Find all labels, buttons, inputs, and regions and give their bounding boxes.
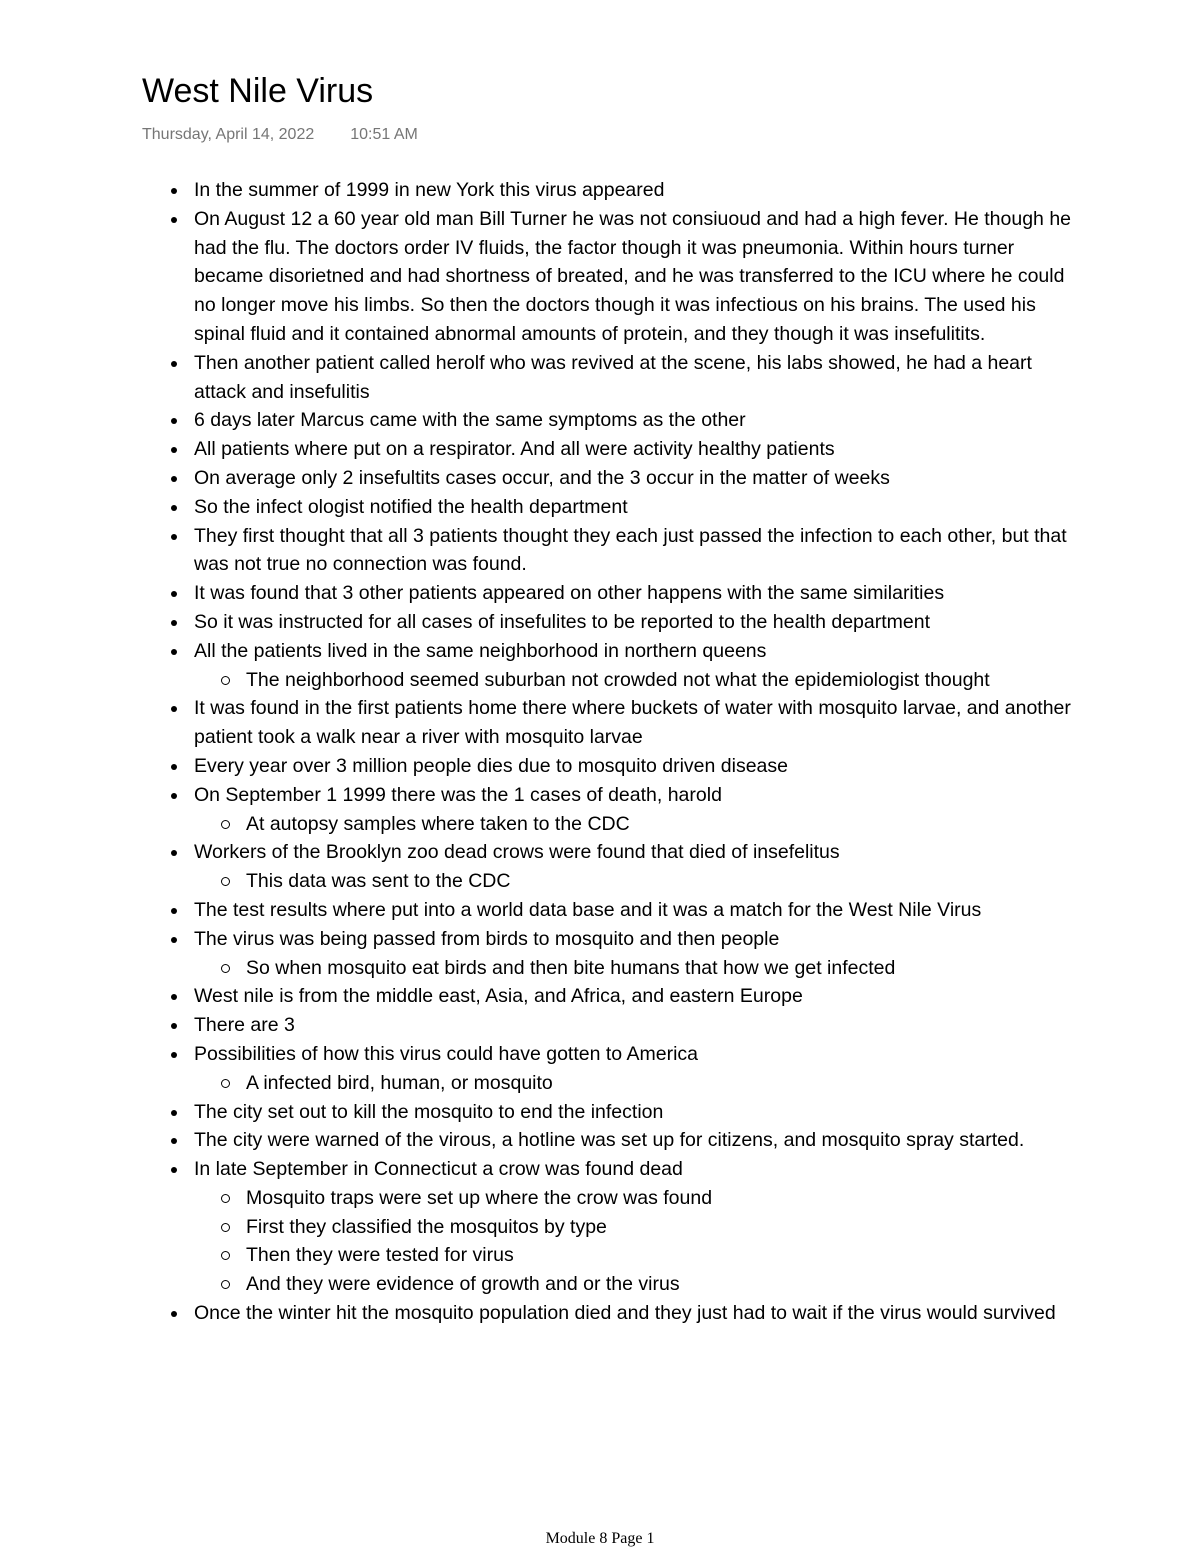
list-item-text: Once the winter hit the mosquito population died and they just had to wait if the virus would survived: [194, 1302, 1056, 1325]
list-item: [142, 637, 1072, 695]
list-item: [142, 1299, 1072, 1328]
bullet-icon: [171, 937, 177, 943]
sub-list-item-text: So when mosquito eat birds and then bite humans that how we get infected: [246, 956, 896, 979]
list-item-text: There are 3: [194, 1014, 295, 1037]
list-item: [142, 781, 1072, 839]
bullet-icon: [171, 188, 177, 194]
sub-list-item-text: Mosquito traps were set up where the crow was found: [246, 1186, 713, 1209]
note-time: 10:51 AM: [350, 126, 418, 143]
bullet-icon: [171, 706, 177, 712]
bullet-icon: [171, 620, 177, 626]
list-item: [142, 608, 1072, 637]
sub-list: [194, 867, 1072, 896]
list-item-text: All patients where put on a respirator. And all were activity healthy patients: [194, 438, 835, 461]
sub-list-item-text: At autopsy samples where taken to the CDC: [246, 812, 630, 835]
list-item-text: So it was instructed for all cases of insefulites to be reported to the health department: [194, 610, 930, 633]
bullet-icon: [171, 418, 177, 424]
bullet-icon: [171, 361, 177, 367]
list-item-text: On average only 2 insefultits cases occur, and the 3 occur in the matter of weeks: [194, 466, 890, 489]
sub-list-item: [194, 1270, 1072, 1299]
sub-list-item: [194, 810, 1072, 839]
bullet-icon: [171, 1167, 177, 1173]
hollow-bullet-icon: [221, 820, 230, 829]
notes-list: [142, 176, 1072, 1328]
list-item: [142, 522, 1072, 580]
bullet-icon: [171, 793, 177, 799]
bullet-icon: [171, 764, 177, 770]
list-item-text: 6 days later Marcus came with the same symptoms as the other: [194, 409, 746, 432]
sub-list: [194, 666, 1072, 695]
list-item-text: It was found in the first patients home there where buckets of water with mosquito larvae, and another patient took a walk near a river with mosquito larvae: [194, 697, 1071, 749]
sub-list-item-text: And they were evidence of growth and or the virus: [246, 1273, 680, 1296]
hollow-bullet-icon: [221, 877, 230, 886]
sub-list: [194, 954, 1072, 983]
page-footer: Module 8 Page 1: [545, 1530, 655, 1547]
sub-list: [194, 1069, 1072, 1098]
bullet-icon: [171, 1052, 177, 1058]
list-item: [142, 1126, 1072, 1155]
list-item: [142, 1155, 1072, 1299]
bullet-icon: [171, 1311, 177, 1317]
list-item: [142, 493, 1072, 522]
sub-list-item-text: A infected bird, human, or mosquito: [246, 1071, 553, 1094]
sub-list-item: [194, 1184, 1072, 1213]
list-item-text: The city were warned of the virous, a hotline was set up for citizens, and mosquito spray started.: [194, 1129, 1025, 1152]
list-item: [142, 982, 1072, 1011]
bullet-icon: [171, 447, 177, 453]
list-item-text: All the patients lived in the same neighborhood in northern queens: [194, 639, 767, 662]
bullet-icon: [171, 1023, 177, 1029]
list-item: [142, 205, 1072, 349]
hollow-bullet-icon: [221, 1280, 230, 1289]
list-item: [142, 435, 1072, 464]
list-item-text: The city set out to kill the mosquito to end the infection: [194, 1100, 664, 1123]
list-item-text: Workers of the Brooklyn zoo dead crows were found that died of insefelitus: [194, 841, 840, 864]
bullet-icon: [171, 534, 177, 540]
bullet-icon: [171, 591, 177, 597]
list-item-text: The virus was being passed from birds to mosquito and then people: [194, 927, 780, 950]
bullet-icon: [171, 217, 177, 223]
list-item-text: So the infect ologist notified the health department: [194, 495, 628, 518]
hollow-bullet-icon: [221, 1079, 230, 1088]
list-item-text: On August 12 a 60 year old man Bill Turner he was not consiuoud and had a high fever. He though he had the flu. The doctors order IV fluids, the factor though it was pneumonia. Within hours turner became disorietned and had shortness of breated, and he was transferred to the ICU where he could no longer move his limbs. So then the doctors though it was infectious on his brains. The used his spinal fluid and it contained abnormal amounts of protein, and they though it was insefulitits.: [194, 207, 1072, 345]
bullet-icon: [171, 1138, 177, 1144]
list-item-text: Every year over 3 million people dies due to mosquito driven disease: [194, 754, 788, 777]
list-item: [142, 406, 1072, 435]
list-item-text: On September 1 1999 there was the 1 cases of death, harold: [194, 783, 722, 806]
sub-list-item-text: First they classified the mosquitos by type: [246, 1215, 607, 1238]
list-item: [142, 579, 1072, 608]
hollow-bullet-icon: [221, 964, 230, 973]
list-item-text: Then another patient called herolf who was revived at the scene, his labs showed, he had a heart attack and insefulitis: [194, 351, 1032, 403]
note-timestamp: [142, 126, 418, 144]
list-item-text: The test results where put into a world data base and it was a match for the West Nile Virus: [194, 898, 982, 921]
list-item-text: It was found that 3 other patients appeared on other happens with the same similarities: [194, 582, 945, 605]
sub-list-item: [194, 954, 1072, 983]
bullet-icon: [171, 1110, 177, 1116]
hollow-bullet-icon: [221, 1223, 230, 1232]
list-item-text: West nile is from the middle east, Asia, and Africa, and eastern Europe: [194, 985, 803, 1008]
sub-list-item: [194, 666, 1072, 695]
list-item-text: They first thought that all 3 patients thought they each just passed the infection to each other, but that was not true no connection was found.: [194, 524, 1067, 576]
list-item: [142, 896, 1072, 925]
sub-list-item: [194, 1069, 1072, 1098]
bullet-icon: [171, 649, 177, 655]
hollow-bullet-icon: [221, 1251, 230, 1260]
hollow-bullet-icon: [221, 1194, 230, 1203]
note-date: Thursday, April 14, 2022: [142, 126, 315, 143]
bullet-icon: [171, 476, 177, 482]
sub-list-item-text: The neighborhood seemed suburban not crowded not what the epidemiologist thought: [246, 668, 990, 691]
list-item: [142, 349, 1072, 407]
list-item: [142, 464, 1072, 493]
bullet-icon: [171, 850, 177, 856]
sub-list-item-text: Then they were tested for virus: [246, 1244, 514, 1267]
sub-list-item: [194, 1241, 1072, 1270]
notes-body: [142, 176, 1072, 1328]
bullet-icon: [171, 908, 177, 914]
list-item: [142, 694, 1072, 752]
list-item: [142, 1011, 1072, 1040]
list-item-text: In late September in Connecticut a crow was found dead: [194, 1158, 683, 1181]
sub-list-item: [194, 1213, 1072, 1242]
bullet-icon: [171, 994, 177, 1000]
sub-list: [194, 810, 1072, 839]
page-title: West Nile Virus: [142, 72, 374, 110]
list-item: [142, 752, 1072, 781]
list-item-text: Possibilities of how this virus could have gotten to America: [194, 1042, 699, 1065]
list-item: [142, 1098, 1072, 1127]
bullet-icon: [171, 505, 177, 511]
list-item-text: In the summer of 1999 in new York this virus appeared: [194, 179, 665, 201]
list-item: [142, 838, 1072, 896]
hollow-bullet-icon: [221, 676, 230, 685]
sub-list-item-text: This data was sent to the CDC: [246, 870, 511, 893]
list-item: [142, 176, 1072, 205]
list-item: [142, 1040, 1072, 1098]
sub-list-item: [194, 867, 1072, 896]
list-item: [142, 925, 1072, 983]
sub-list: [194, 1184, 1072, 1299]
